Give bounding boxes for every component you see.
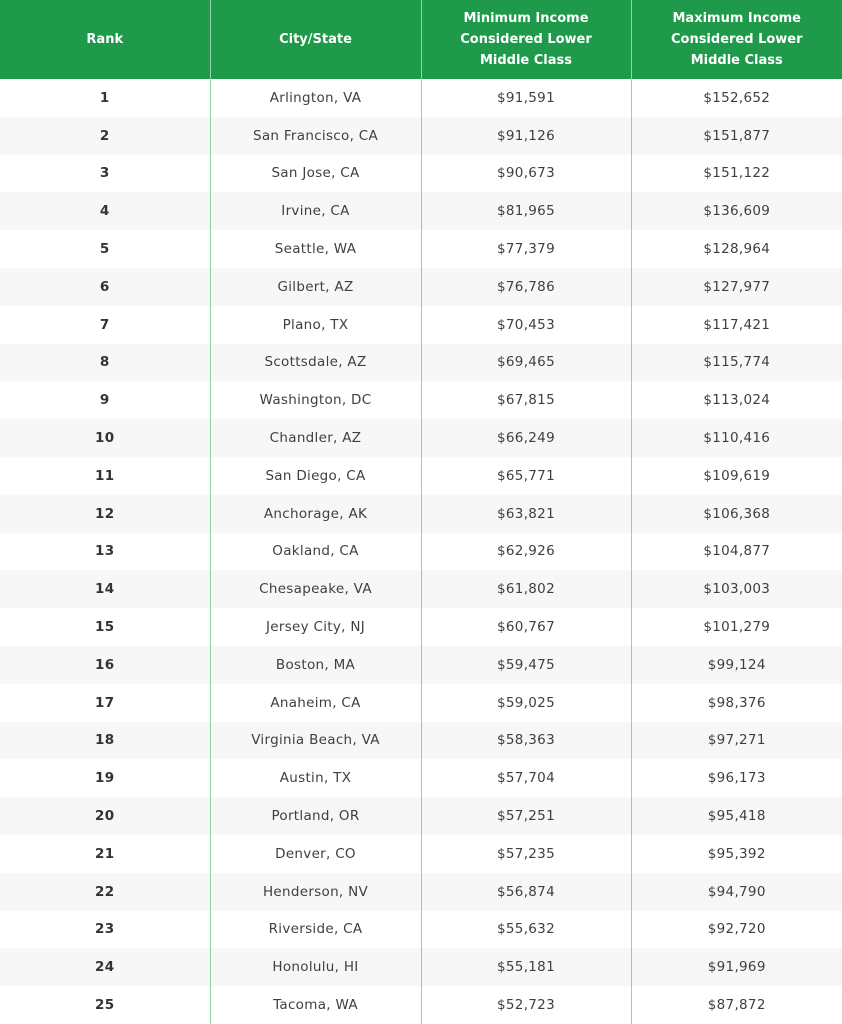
city-state-cell: Boston, MA xyxy=(210,646,421,684)
minimum-income-cell: $76,786 xyxy=(421,268,631,306)
rank-cell: 2 xyxy=(99,127,110,144)
minimum-income-cell: $70,453 xyxy=(421,306,631,344)
rank-cell: 12 xyxy=(95,505,115,522)
rank-cell: 8 xyxy=(99,354,110,371)
rank-cell: 5 xyxy=(99,241,110,258)
maximum-income-cell: $115,774 xyxy=(631,344,842,382)
maximum-income-cell: $103,003 xyxy=(631,570,842,608)
maximum-income-cell: $109,619 xyxy=(631,457,842,495)
city-state-cell: Washington, DC xyxy=(210,381,421,419)
minimum-income-cell: $57,704 xyxy=(421,759,631,797)
maximum-income-cell: $97,271 xyxy=(631,722,842,760)
maximum-income-cell: $136,609 xyxy=(631,192,842,230)
header-row xyxy=(0,0,842,79)
table-row xyxy=(0,873,842,911)
rank-cell: 24 xyxy=(95,959,115,976)
city-state-cell: San Francisco, CA xyxy=(210,117,421,155)
minimum-income-cell: $52,723 xyxy=(421,986,631,1024)
city-state-cell: Denver, CO xyxy=(210,835,421,873)
rank-cell: 7 xyxy=(99,316,110,333)
minimum-income-cell: $57,251 xyxy=(421,797,631,835)
city-state-cell: San Jose, CA xyxy=(210,155,421,193)
maximum-income-cell: $92,720 xyxy=(631,911,842,949)
maximum-income-cell: $98,376 xyxy=(631,684,842,722)
maximum-income-cell: $128,964 xyxy=(631,230,842,268)
minimum-income-cell: $91,591 xyxy=(421,79,631,117)
maximum-income-cell: $113,024 xyxy=(631,381,842,419)
maximum-income-cell: $151,877 xyxy=(631,117,842,155)
minimum-income-cell: $55,632 xyxy=(421,911,631,949)
city-state-cell: Anaheim, CA xyxy=(210,684,421,722)
city-state-cell: San Diego, CA xyxy=(210,457,421,495)
table-row xyxy=(0,986,842,1024)
minimum-income-cell: $58,363 xyxy=(421,722,631,760)
table-row xyxy=(0,344,842,382)
maximum-income-cell: $110,416 xyxy=(631,419,842,457)
table-row xyxy=(0,495,842,533)
table-row xyxy=(0,797,842,835)
minimum-income-cell: $66,249 xyxy=(421,419,631,457)
rank-cell: 21 xyxy=(95,845,115,862)
city-state-cell: Riverside, CA xyxy=(210,911,421,949)
city-state-cell: Austin, TX xyxy=(210,759,421,797)
rank-cell: 10 xyxy=(95,430,115,447)
table-row xyxy=(0,79,842,117)
table-row xyxy=(0,117,842,155)
rank-cell: 3 xyxy=(99,165,110,182)
city-state-cell: Tacoma, WA xyxy=(210,986,421,1024)
city-state-cell: Irvine, CA xyxy=(210,192,421,230)
rank-cell: 19 xyxy=(95,770,115,787)
city-state-cell: Seattle, WA xyxy=(210,230,421,268)
city-state-cell: Honolulu, HI xyxy=(210,948,421,986)
header-city-state: City/State xyxy=(210,0,421,79)
table-row xyxy=(0,306,842,344)
table-row xyxy=(0,155,842,193)
city-state-cell: Gilbert, AZ xyxy=(210,268,421,306)
maximum-income-cell: $95,418 xyxy=(631,797,842,835)
city-state-cell: Plano, TX xyxy=(210,306,421,344)
maximum-income-cell: $96,173 xyxy=(631,759,842,797)
rank-cell: 1 xyxy=(99,89,110,106)
minimum-income-cell: $59,475 xyxy=(421,646,631,684)
rank-cell: 9 xyxy=(99,392,110,409)
maximum-income-cell: $87,872 xyxy=(631,986,842,1024)
minimum-income-cell: $65,771 xyxy=(421,457,631,495)
city-state-cell: Chesapeake, VA xyxy=(210,570,421,608)
maximum-income-cell: $104,877 xyxy=(631,533,842,571)
minimum-income-cell: $61,802 xyxy=(421,570,631,608)
table-row xyxy=(0,570,842,608)
table-row xyxy=(0,457,842,495)
maximum-income-cell: $127,977 xyxy=(631,268,842,306)
city-state-cell: Jersey City, NJ xyxy=(210,608,421,646)
rank-cell: 20 xyxy=(95,808,115,825)
maximum-income-cell: $94,790 xyxy=(631,873,842,911)
city-state-cell: Henderson, NV xyxy=(210,873,421,911)
minimum-income-cell: $56,874 xyxy=(421,873,631,911)
maximum-income-cell: $106,368 xyxy=(631,495,842,533)
rank-cell: 14 xyxy=(95,581,115,598)
table-row xyxy=(0,419,842,457)
minimum-income-cell: $55,181 xyxy=(421,948,631,986)
minimum-income-cell: $90,673 xyxy=(421,155,631,193)
maximum-income-cell: $151,122 xyxy=(631,155,842,193)
rank-cell: 17 xyxy=(95,694,115,711)
table-row xyxy=(0,911,842,949)
minimum-income-cell: $62,926 xyxy=(421,533,631,571)
minimum-income-cell: $77,379 xyxy=(421,230,631,268)
table-row xyxy=(0,381,842,419)
rank-cell: 23 xyxy=(95,921,115,938)
rank-cell: 13 xyxy=(95,543,115,560)
city-state-cell: Anchorage, AK xyxy=(210,495,421,533)
minimum-income-cell: $91,126 xyxy=(421,117,631,155)
table-row xyxy=(0,759,842,797)
city-state-cell: Oakland, CA xyxy=(210,533,421,571)
rank-cell: 22 xyxy=(95,883,115,900)
table-row xyxy=(0,608,842,646)
city-state-cell: Scottsdale, AZ xyxy=(210,344,421,382)
table-row xyxy=(0,948,842,986)
rank-cell: 25 xyxy=(95,997,115,1014)
rank-cell: 15 xyxy=(95,619,115,636)
minimum-income-cell: $59,025 xyxy=(421,684,631,722)
table-row xyxy=(0,722,842,760)
city-state-cell: Chandler, AZ xyxy=(210,419,421,457)
table-row xyxy=(0,835,842,873)
table-row xyxy=(0,646,842,684)
rank-cell: 18 xyxy=(95,732,115,749)
table-row xyxy=(0,268,842,306)
table-row xyxy=(0,684,842,722)
city-state-cell: Arlington, VA xyxy=(210,79,421,117)
header-minimum-income: Minimum Income Considered Lower Middle Class xyxy=(421,0,631,79)
table-row xyxy=(0,230,842,268)
maximum-income-cell: $152,652 xyxy=(631,79,842,117)
maximum-income-cell: $117,421 xyxy=(631,306,842,344)
rank-cell: 16 xyxy=(95,656,115,673)
minimum-income-cell: $63,821 xyxy=(421,495,631,533)
minimum-income-cell: $81,965 xyxy=(421,192,631,230)
minimum-income-cell: $60,767 xyxy=(421,608,631,646)
table-header xyxy=(0,0,842,79)
header-maximum-income: Maximum Income Considered Lower Middle Class xyxy=(631,0,842,79)
maximum-income-cell: $99,124 xyxy=(631,646,842,684)
maximum-income-cell: $91,969 xyxy=(631,948,842,986)
city-state-cell: Portland, OR xyxy=(210,797,421,835)
maximum-income-cell: $95,392 xyxy=(631,835,842,873)
city-state-cell: Virginia Beach, VA xyxy=(210,722,421,760)
minimum-income-cell: $69,465 xyxy=(421,344,631,382)
table-row xyxy=(0,533,842,571)
minimum-income-cell: $57,235 xyxy=(421,835,631,873)
rank-cell: 11 xyxy=(95,467,115,484)
header-rank: Rank xyxy=(86,32,124,47)
maximum-income-cell: $101,279 xyxy=(631,608,842,646)
table-body xyxy=(0,79,842,1024)
table-row xyxy=(0,192,842,230)
minimum-income-cell: $67,815 xyxy=(421,381,631,419)
rank-cell: 4 xyxy=(99,203,110,220)
rank-cell: 6 xyxy=(99,278,110,295)
